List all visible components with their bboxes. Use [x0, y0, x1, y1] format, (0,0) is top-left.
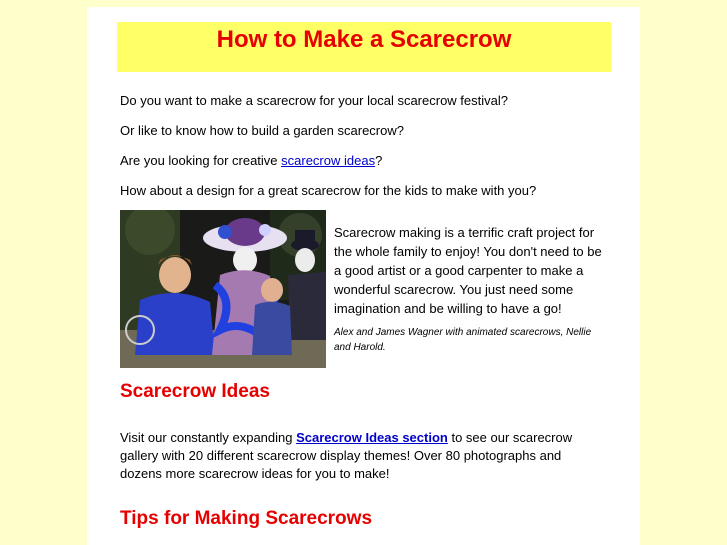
- section-heading-tips: Tips for Making Scarecrows: [120, 508, 373, 529]
- intro-question-4: How about a design for a great scarecrow for the kids to make with you?: [120, 183, 537, 198]
- intro-question-1: Do you want to make a scarecrow for your local scarecrow festival?: [120, 93, 508, 108]
- ideas-text-before: Visit our constantly expanding: [120, 430, 297, 445]
- intro-question-3-end: ?: [375, 153, 383, 168]
- intro-question-3: [120, 153, 382, 169]
- intro-question-3-text: Are you looking for creative: [120, 153, 282, 168]
- section-heading-ideas: Scarecrow Ideas: [120, 381, 270, 402]
- page-title: How to Make a Scarecrow: [216, 26, 512, 53]
- ideas-text-after: to see our scarecrow gallery with 20 different scarecrow display themes! Over 80 photographs and dozens more scarecrow ideas for you to make!: [120, 430, 573, 481]
- scarecrow-photo: [120, 210, 326, 368]
- ideas-paragraph: [120, 429, 590, 483]
- page-container: [87, 7, 640, 545]
- feature-paragraph: Scarecrow making is a terrific craft project for the whole family to enjoy! You don't need to be a good artist or a good carpenter to make a wonderful scarecrow. You just need some imagination and be willing to have a go!: [334, 225, 602, 316]
- title-banner: [117, 22, 611, 72]
- photo-caption: Alex and James Wagner with animated scarecrows, Nellie and Harold.: [334, 327, 592, 353]
- intro-question-2: Or like to know how to build a garden scarecrow?: [120, 123, 404, 138]
- scarecrow-ideas-section-link[interactable]: Scarecrow Ideas section: [296, 430, 448, 445]
- scarecrow-ideas-link[interactable]: scarecrow ideas: [281, 153, 376, 168]
